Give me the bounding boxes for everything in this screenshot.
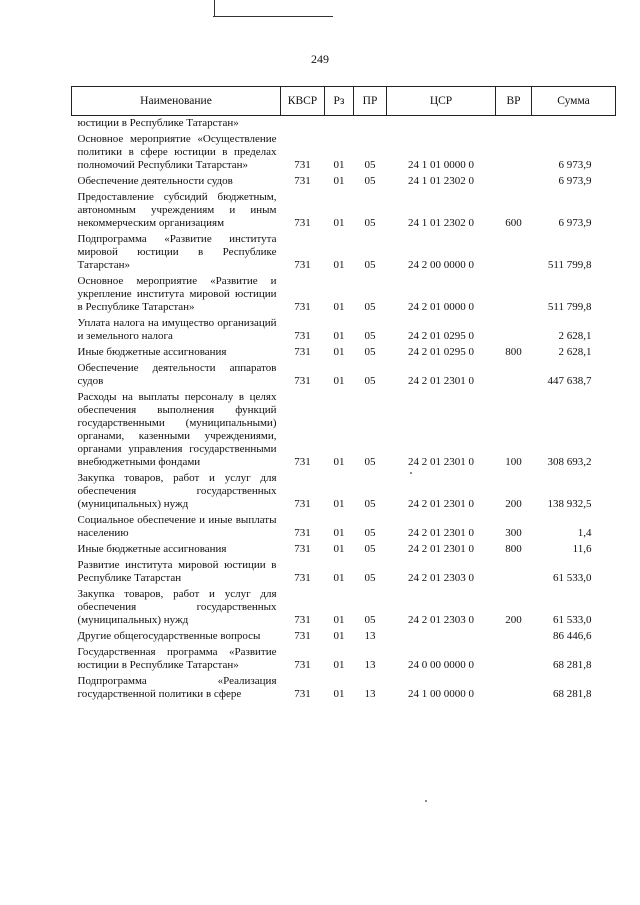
- table-row: [72, 542, 616, 558]
- header-rz: Рз: [325, 87, 354, 116]
- row-kvsr: 731: [294, 543, 311, 555]
- row-sum: 511 799,8: [547, 259, 592, 271]
- row-sum: 6 973,9: [558, 217, 592, 229]
- row-name: Закупка товаров, работ и услуг для обеспечения государственных (муниципальных) нужд: [77, 472, 277, 510]
- row-pr: 05: [364, 346, 376, 358]
- table-row: [72, 587, 616, 629]
- row-rz: [325, 116, 354, 133]
- table-body: [72, 116, 616, 704]
- table-row: [72, 674, 616, 703]
- row-pr: 13: [364, 659, 376, 671]
- row-name: Основное мероприятие «Осуществление политики в сфере юстиции в пределах полномочий Республики Татарстан»: [77, 133, 277, 171]
- row-name: Иные бюджетные ассигнования: [77, 346, 227, 358]
- table-row: [72, 232, 616, 274]
- row-sum: 68 281,8: [553, 659, 592, 671]
- row-rz: 01: [333, 688, 345, 700]
- row-sum: 6 973,9: [558, 159, 592, 171]
- row-name: Государственная программа «Развитие юстиции в Республике Татарстан»: [77, 646, 277, 671]
- row-sum: 68 281,8: [553, 688, 592, 700]
- row-rz: 01: [333, 659, 345, 671]
- row-csr: 24 2 01 2303 0: [408, 614, 474, 626]
- row-kvsr: 731: [294, 659, 311, 671]
- budget-table: [71, 86, 616, 703]
- row-sum: 2 628,1: [558, 330, 592, 342]
- row-name: Основное мероприятие «Развитие и укрепление института мировой юстиции в Республике Татарстан»: [77, 275, 277, 313]
- row-rz: 01: [333, 217, 345, 229]
- header-vr: ВР: [496, 87, 532, 116]
- table-header-row: [72, 87, 616, 116]
- row-sum: 308 693,2: [547, 456, 592, 468]
- row-rz: 01: [333, 346, 345, 358]
- row-rz: 01: [333, 614, 345, 626]
- row-kvsr: 731: [294, 301, 311, 313]
- table-row: [72, 629, 616, 645]
- row-name: Подпрограмма «Развитие института мировой юстиции в Республике Татарстан»: [77, 233, 277, 271]
- row-pr: 05: [364, 614, 376, 626]
- row-name: Расходы на выплаты персоналу в целях обеспечения выполнения функций государственными (муниципальными) органами, казенными учреждениями, органами управления государственными внебюджетными фондами: [77, 391, 277, 468]
- row-pr: 13: [364, 630, 376, 642]
- row-csr: 24 2 01 2301 0: [408, 498, 474, 510]
- row-pr: 05: [364, 572, 376, 584]
- row-name: Иные бюджетные ассигнования: [77, 543, 227, 555]
- table-row: [72, 390, 616, 471]
- row-pr: 05: [364, 159, 376, 171]
- row-kvsr: 731: [294, 630, 311, 642]
- table-row: [72, 116, 616, 133]
- table-row: [72, 645, 616, 674]
- row-rz: 01: [333, 630, 345, 642]
- row-sum: 11,6: [572, 543, 592, 555]
- table-row: [72, 132, 616, 174]
- row-vr: 800: [505, 346, 522, 358]
- row-csr: 24 1 01 2302 0: [408, 175, 474, 187]
- row-sum: 61 533,0: [553, 614, 592, 626]
- row-csr: 24 1 01 2302 0: [408, 217, 474, 229]
- row-kvsr: 731: [294, 159, 311, 171]
- row-kvsr: 731: [294, 614, 311, 626]
- row-sum: 447 638,7: [547, 375, 592, 387]
- row-csr: 24 2 01 2301 0: [408, 456, 474, 468]
- row-csr: 24 1 01 0000 0: [408, 159, 474, 171]
- row-kvsr: 731: [294, 217, 311, 229]
- row-vr: 300: [505, 527, 522, 539]
- row-vr: 800: [505, 543, 522, 555]
- header-csr: ЦСР: [387, 87, 496, 116]
- row-pr: 05: [364, 527, 376, 539]
- row-kvsr: 731: [294, 375, 311, 387]
- row-rz: 01: [333, 259, 345, 271]
- row-sum: 2 628,1: [558, 346, 592, 358]
- row-vr: [496, 645, 532, 674]
- row-name: Развитие института мировой юстиции в Республике Татарстан: [77, 559, 277, 584]
- row-csr: [387, 629, 496, 645]
- row-rz: 01: [333, 330, 345, 342]
- row-rz: 01: [333, 572, 345, 584]
- scan-speck: [425, 800, 427, 802]
- row-rz: 01: [333, 375, 345, 387]
- row-sum: 6 973,9: [558, 175, 592, 187]
- row-kvsr: 731: [294, 175, 311, 187]
- row-name: Другие общегосударственные вопросы: [77, 630, 261, 642]
- row-vr: [496, 629, 532, 645]
- row-rz: 01: [333, 543, 345, 555]
- row-pr: 05: [364, 217, 376, 229]
- row-csr: 24 2 01 0000 0: [408, 301, 474, 313]
- row-pr: 05: [364, 498, 376, 510]
- row-pr: 05: [364, 175, 376, 187]
- header-sum: Сумма: [532, 87, 616, 116]
- row-pr: 13: [364, 688, 376, 700]
- row-csr: 24 2 01 0295 0: [408, 330, 474, 342]
- table-row: [72, 471, 616, 513]
- row-vr: [496, 174, 532, 190]
- row-vr: 600: [505, 217, 522, 229]
- row-kvsr: 731: [294, 527, 311, 539]
- row-pr: 05: [364, 543, 376, 555]
- row-kvsr: [281, 116, 325, 133]
- row-rz: 01: [333, 159, 345, 171]
- header-name: Наименование: [72, 87, 281, 116]
- table-row: [72, 316, 616, 345]
- table-row: [72, 190, 616, 232]
- row-name: Закупка товаров, работ и услуг для обеспечения государственных (муниципальных) нужд: [77, 588, 277, 626]
- table-row: [72, 558, 616, 587]
- row-name: Предоставление субсидий бюджетным, автономным учреждениям и иным некоммерческим организациям: [77, 191, 277, 229]
- row-sum: 86 446,6: [553, 630, 592, 642]
- row-csr: 24 0 00 0000 0: [408, 659, 474, 671]
- row-kvsr: 731: [294, 498, 311, 510]
- row-sum: 1,4: [577, 527, 592, 539]
- row-pr: 05: [364, 301, 376, 313]
- row-csr: 24 2 01 2301 0: [408, 527, 474, 539]
- row-csr: 24 2 01 2301 0: [408, 543, 474, 555]
- table-row: [72, 274, 616, 316]
- row-csr: [387, 116, 496, 133]
- row-csr: 24 2 01 0295 0: [408, 346, 474, 358]
- row-name: Обеспечение деятельности судов: [77, 175, 233, 187]
- row-pr: 05: [364, 456, 376, 468]
- row-vr: [496, 132, 532, 174]
- row-vr: 100: [505, 456, 522, 468]
- table-row: [72, 361, 616, 390]
- row-vr: [496, 274, 532, 316]
- row-rz: 01: [333, 301, 345, 313]
- row-pr: 05: [364, 259, 376, 271]
- row-kvsr: 731: [294, 456, 311, 468]
- header-pr: ПР: [354, 87, 387, 116]
- row-name: юстиции в Республике Татарстан»: [77, 117, 239, 129]
- row-kvsr: 731: [294, 688, 311, 700]
- page-number: 249: [311, 52, 329, 66]
- row-pr: 05: [364, 330, 376, 342]
- row-vr: [496, 361, 532, 390]
- header-kvsr: КВСР: [281, 87, 325, 116]
- row-sum: 61 533,0: [553, 572, 592, 584]
- scan-edge-mark: [213, 16, 333, 17]
- row-kvsr: 731: [294, 259, 311, 271]
- scan-edge-mark: [214, 0, 215, 16]
- row-csr: 24 1 00 0000 0: [408, 688, 474, 700]
- row-name: Подпрограмма «Реализация государственной политики в сфере: [77, 675, 277, 700]
- table-row: [72, 345, 616, 361]
- row-sum: 511 799,8: [547, 301, 592, 313]
- row-name: Уплата налога на имущество организаций и земельного налога: [77, 317, 277, 342]
- row-csr: 24 2 01 2301 0: [408, 375, 474, 387]
- row-vr: [496, 674, 532, 703]
- row-rz: 01: [333, 527, 345, 539]
- row-kvsr: 731: [294, 572, 311, 584]
- row-rz: 01: [333, 456, 345, 468]
- row-pr: [354, 116, 387, 133]
- row-name: Социальное обеспечение и иные выплаты населению: [77, 514, 277, 539]
- row-csr: 24 2 01 2303 0: [408, 572, 474, 584]
- table-row: [72, 513, 616, 542]
- row-sum: [532, 116, 616, 133]
- row-rz: 01: [333, 498, 345, 510]
- row-vr: [496, 232, 532, 274]
- row-kvsr: 731: [294, 346, 311, 358]
- row-rz: 01: [333, 175, 345, 187]
- row-vr: [496, 116, 532, 133]
- row-vr: [496, 558, 532, 587]
- table-row: [72, 174, 616, 190]
- row-kvsr: 731: [294, 330, 311, 342]
- row-name: Обеспечение деятельности аппаратов судов: [77, 362, 277, 387]
- row-vr: [496, 316, 532, 345]
- row-pr: 05: [364, 375, 376, 387]
- row-csr: 24 2 00 0000 0: [408, 259, 474, 271]
- row-vr: 200: [505, 614, 522, 626]
- row-sum: 138 932,5: [547, 498, 592, 510]
- row-vr: 200: [505, 498, 522, 510]
